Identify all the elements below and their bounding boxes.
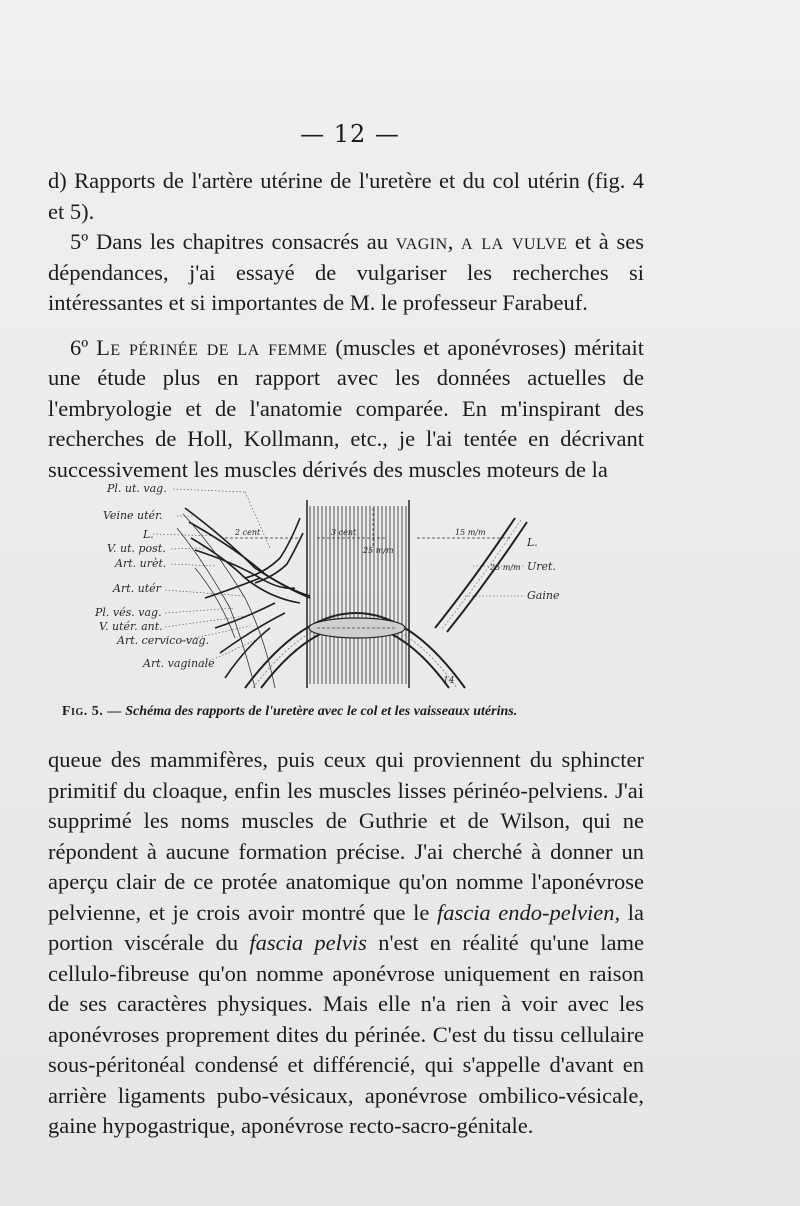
caption-text: Schéma des rapports de l'uretère avec le col et les vaisseaux utérins.	[125, 704, 518, 719]
measure-25mm-ureter: 25 m/m	[490, 563, 521, 572]
measure-2cent: 2 cent	[235, 528, 261, 537]
figure-caption	[62, 704, 662, 720]
label-art-uret: Art. urèt.	[115, 557, 167, 570]
label-art-uter: Art. utér	[113, 582, 161, 595]
fascia-endo-pelvien: fascia endo-pelvien,	[436, 899, 621, 925]
label-v-uter-ant: V. utér. ant.	[99, 620, 163, 633]
label-pl-ves-vag: Pl. vés. vag.	[95, 606, 162, 619]
label-uret: Uret.	[527, 560, 556, 573]
fascia-pelvis: fascia pelvis	[249, 930, 367, 955]
label-gaine: Gaine	[527, 589, 560, 602]
label-l-left: L.	[143, 528, 154, 541]
measure-14: 14	[443, 676, 455, 686]
figure-5	[95, 478, 575, 698]
paragraph-6: 6º Le périnée de la femme (muscles et aponévroses) méritait une étude plus en rapport avec les données actuelles de l'embryologie et de l'anatomie comparée. En m'inspirant des recherches de Holl, Kollmann, etc., je l'ai tentée en décrivant successivement les muscles dérivés des muscles moteurs de la	[48, 334, 644, 482]
paragraph-d: d) Rapports de l'artère utérine de l'uretère et du col utérin (fig. 4 et 5).	[48, 168, 644, 224]
lower-text	[48, 745, 644, 1142]
caption-label: Fig. 5. —	[62, 704, 122, 719]
label-art-cervico-vag: Art. cervico-vag.	[117, 634, 210, 647]
paragraph-5: 5º Dans les chapitres consacrés au vagin, a la vulve et à ses dépendances, j'ai essayé de vulgariser les recherches si intéressantes et si importantes de M. le professeur Farabeuf.	[48, 229, 645, 315]
measure-25mm-vertical: 25 m/m	[363, 546, 394, 555]
label-veine-uter: Veine utér.	[103, 509, 163, 522]
cervix-hatching	[310, 506, 406, 684]
upper-text	[48, 166, 644, 485]
measure-15mm: 15 m/m	[455, 528, 486, 537]
measure-3cent: 3 cent	[331, 528, 357, 537]
paragraph-continued: queue des mammifères, puis ceux qui proviennent du sphincter primitif du cloaque, enfin les muscles lisses périnéo-pelviens. J'ai supprimé les noms muscles de Guthrie et de Wilson, qui ne répondent à aucune formation précise. J'ai cherché à donner un aperçu clair de ce protée anatomique qu'on nomme l'aponévrose pelvienne, et je crois avoir montré que le fascia endo-pelvien, la portion viscérale du fascia pelvis n'est en réalité qu'une lame cellulo-fibreuse qu'on nomme aponévrose uniquement en raison de ses caractères physiques. Mais elle n'a rien à voir avec les aponévroses proprement dites du périnée. C'est du tissu cellulaire sous-péritonéal condensé et différencié, qui s'appelle d'avant en arrière ligaments pubo-vésicaux, aponévrose ombilico-vésicale, gaine hypogastrique, aponévrose recto-sacro-génitale.	[48, 747, 644, 1138]
label-l-right: L.	[527, 536, 538, 549]
label-art-vaginale: Art. vaginale	[143, 657, 215, 670]
page-number: — 12 —	[300, 120, 400, 148]
label-v-ut-post: V. ut. post.	[107, 542, 166, 555]
label-pl-ut-vag: Pl. ut. vag.	[107, 482, 167, 495]
